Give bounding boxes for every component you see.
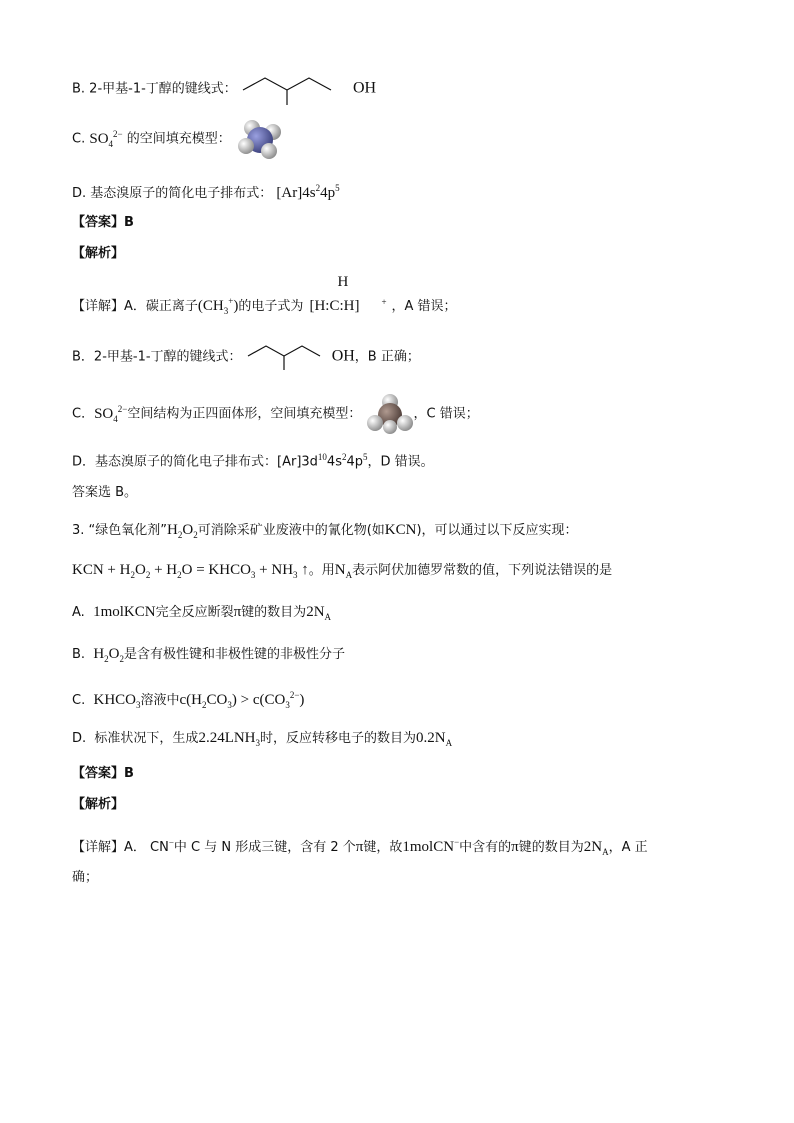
q3-option-a: A. 1molKCN完全反应断裂π键的数目为$2N_A$ [72,604,332,622]
q2-answer: 【答案】B [72,215,134,230]
space-filling-model-correct-icon [366,394,414,434]
reaction-equation: KCN + $H_2O_2 + H_2O$ = $KHCO_3 + NH_3$ ↑ [72,562,309,580]
q2-detail-c: C．$SO_4^{2-}$空间结构为正四面体形，空间填充模型： ，C 错误； [72,394,479,434]
electron-config: $[Ar]4s^24p^5$ [276,183,340,201]
carbocation-formula: $(CH_3^+)$ [197,296,239,316]
q3-analysis-heading: 【解析】 [72,797,125,812]
q3-option-d: D. 标准状况下，生成$2.24LNH_3$时，反应转移电子的数目为$0.2N_A$ [72,730,453,748]
q3-option-b: B. $H_2O_2$是含有极性键和非极性键的非极性分子 [72,646,346,664]
q3-stem-line1: 3. “绿色氧化剂$”H_2O_2$可消除采矿业废液中的氰化物(如KCN)，可以通过以下反应实现： [72,522,578,540]
q2-detail-d: D．基态溴原子的简化电子排布式：$[Ar]3d^{10}4s^24p^5$，D 错误。 [72,452,434,470]
lewis-h-top: H [337,274,349,290]
space-filling-model-wrong-icon [235,118,287,160]
lewis-structure [307,274,391,314]
q3-equation-line: KCN + $H_2O_2 + H_2O$ = $KHCO_3 + NH_3$ ↑。用$N_A$表示阿伏加德罗常数的值，下列说法错误的是 [72,562,613,580]
q3-detail-a-wrap: 确； [72,870,99,885]
oh-label: OH [352,79,377,97]
sulfate-formula: $SO_4^{2-}$ [94,403,128,424]
bond-line-structure-icon [241,72,353,106]
q2-option-d: D. 基态溴原子的简化电子排布式： $[Ar]4s^24p^5$ [72,183,340,201]
q3-detail-a: 【详解】A． CN−中 C 与 N 形成三键，含有 2 个π键，故1molCN−中含有的π键的数目为$2N_A$，A 正 [72,837,648,857]
lewis-charge: + [381,297,387,307]
q3-option-c: C. $KHCO_3$溶液中$c(H_2CO_3) > c(CO_3^{2-})$ [72,690,305,710]
q2-option-b: B. 2-甲基-1-丁醇的键线式： OH [72,72,376,106]
bond-line-structure-icon [246,342,332,372]
q2-detail-a: 【详解】A．碳正离子$(CH_3^+)$的电子式为 H [H:C:H] + ，A 错误； [72,274,457,316]
q2-analysis-heading: 【解析】 [72,246,125,261]
q2-detail-b: B．2-甲基-1-丁醇的键线式： OH，B 正确； [72,342,420,372]
q2-conclusion: 答案选 B。 [72,485,138,500]
q3-answer: 【答案】B [72,766,134,781]
lewis-body: [H:C:H] [309,298,360,314]
sulfate-formula: $SO_4^{2-}$ [89,128,123,149]
oh-label: OH [331,347,355,365]
q2-option-c: C. $SO_4^{2-}$ 的空间填充模型： [72,118,287,160]
